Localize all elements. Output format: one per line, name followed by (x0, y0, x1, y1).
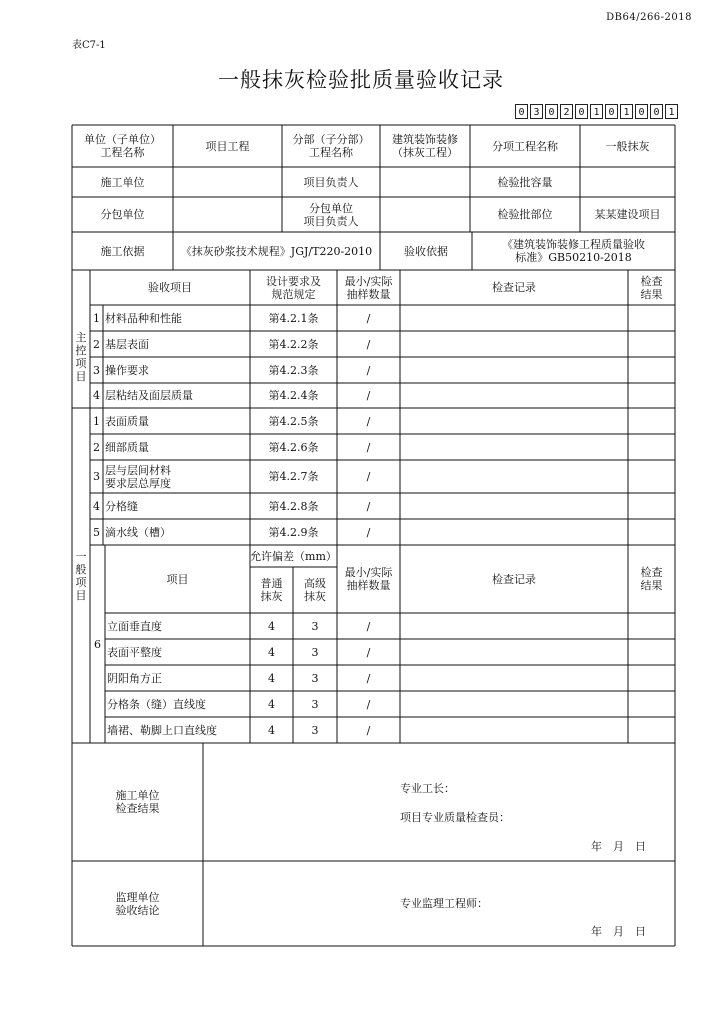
unit-name-label: 单位（子单位） 工程名称 (84, 133, 161, 159)
row-number: 6 (94, 637, 101, 651)
item-record[interactable] (400, 460, 628, 493)
code-digit: 0 (575, 104, 588, 119)
row-number: 4 (93, 499, 100, 513)
sub-project-manager-label: 分包单位 项目负责人 (303, 201, 359, 228)
item-name: 滴水线（槽） (105, 525, 171, 539)
tolerance-name: 墙裙、勒脚上口直线度 (107, 723, 217, 737)
tolerance-header: 允许偏差（mm） (250, 549, 337, 563)
code-digit: 2 (560, 104, 573, 119)
item-record[interactable] (400, 717, 628, 743)
project-manager-value[interactable] (380, 167, 470, 197)
item-sample: / (366, 499, 371, 513)
item-record[interactable] (400, 639, 628, 665)
high-value: 3 (311, 723, 319, 737)
row-number: 3 (93, 470, 100, 483)
item-result[interactable] (628, 613, 675, 639)
item-sample: / (366, 363, 371, 377)
tolerance-name: 立面垂直度 (107, 619, 162, 633)
code-digit: 0 (545, 104, 558, 119)
builder-date: 年 月 日 (591, 840, 646, 853)
item-name: 细部质量 (105, 440, 149, 454)
sub-project-manager-value[interactable] (380, 197, 470, 232)
normal-plaster-header: 普通 抹灰 (260, 577, 283, 603)
item-record[interactable] (400, 665, 628, 691)
builder-check-label: 施工单位 检查结果 (115, 789, 160, 815)
item-spec: 第4.2.5条 (268, 414, 319, 428)
item-spec: 第4.2.1条 (268, 311, 319, 325)
normal-value: 4 (268, 697, 275, 711)
normal-value: 4 (268, 671, 275, 685)
item-result[interactable] (628, 717, 675, 743)
high-value: 3 (311, 645, 319, 659)
item-spec: 第4.2.2条 (268, 337, 319, 351)
subitem-name-value: 一般抹灰 (605, 139, 650, 153)
item-spec: 第4.2.4条 (268, 389, 319, 402)
item-record[interactable] (400, 691, 628, 717)
item-sample: / (366, 671, 371, 685)
high-value: 3 (311, 671, 319, 685)
general-items-label: 一 般 项 目 (75, 549, 87, 602)
code-digit: 0 (515, 104, 528, 119)
project-manager-label: 项目负责人 (303, 175, 359, 189)
page-title: 一般抹灰检验批质量验收记录 (218, 68, 504, 92)
tolerance-item-header: 项目 (166, 572, 189, 586)
unit-name-value: 项目工程 (205, 139, 250, 153)
supervising-engineer-label: 专业监理工程师： (400, 897, 488, 910)
tolerance-name: 分格条（缝）直线度 (107, 697, 206, 711)
item-result[interactable] (628, 331, 675, 357)
item-record[interactable] (400, 613, 628, 639)
tolerance-sample-header: 最小/实际 抽样数量 (344, 566, 393, 592)
code-digit: 0 (650, 104, 663, 119)
check-result-header: 检查 结果 (640, 274, 663, 301)
code-digit: 1 (665, 104, 678, 119)
tolerance-record-header: 检查记录 (492, 572, 536, 586)
subcontractor-value[interactable] (173, 197, 282, 232)
foreman-signature-label: 专业工长： (400, 782, 455, 795)
subitem-name-label: 分项工程名称 (492, 139, 558, 153)
item-sample: / (366, 311, 371, 325)
item-result[interactable] (628, 665, 675, 691)
item-sample: / (366, 619, 371, 633)
builder-value[interactable] (173, 167, 282, 197)
item-result[interactable] (628, 383, 675, 408)
spec-header: 设计要求及 规范规定 (266, 274, 321, 301)
item-record[interactable] (400, 331, 628, 357)
item-record[interactable] (400, 519, 628, 545)
row-number: 3 (93, 363, 100, 377)
acceptance-basis-label: 验收依据 (404, 244, 448, 258)
qc-inspector-signature-label: 项目专业质量检查员： (400, 811, 510, 824)
tolerance-result-header: 检查 结果 (640, 566, 663, 592)
subcontractor-label: 分包单位 (100, 208, 145, 221)
item-record[interactable] (400, 383, 628, 408)
document-number: DB64/266-2018 (606, 12, 692, 23)
construction-basis-label: 施工依据 (100, 244, 145, 258)
item-result[interactable] (628, 691, 675, 717)
item-spec: 第4.2.9条 (268, 525, 319, 539)
normal-value: 4 (268, 723, 275, 737)
row-number: 4 (93, 389, 100, 402)
acceptance-item-header: 验收项目 (148, 281, 192, 294)
batch-location-label: 检验批部位 (497, 208, 553, 221)
item-record[interactable] (400, 357, 628, 383)
batch-location-value: 某某建设项目 (594, 208, 661, 221)
item-sample: / (366, 470, 371, 483)
item-name: 基层表面 (105, 337, 149, 351)
row-number: 5 (93, 525, 100, 539)
division-name-label: 分部（子分部） 工程名称 (292, 133, 370, 159)
batch-capacity-value[interactable] (580, 167, 675, 197)
item-spec: 第4.2.8条 (268, 499, 319, 513)
item-sample: / (366, 414, 371, 428)
item-result[interactable] (628, 434, 675, 460)
high-value: 3 (311, 697, 319, 711)
item-name: 层粘结及面层质量 (105, 389, 193, 402)
check-record-header: 检查记录 (492, 281, 536, 294)
item-name: 操作要求 (105, 363, 149, 377)
code-digit: 0 (635, 104, 648, 119)
item-result[interactable] (628, 519, 675, 545)
normal-value: 4 (268, 645, 275, 659)
acceptance-basis-value: 《建筑装饰装修工程质量验收 标准》GB50210-2018 (502, 238, 645, 264)
builder-label: 施工单位 (100, 175, 145, 189)
item-record[interactable] (400, 305, 628, 331)
row-number: 2 (93, 440, 100, 454)
item-spec: 第4.2.3条 (268, 363, 319, 377)
high-plaster-header: 高级 抹灰 (304, 577, 326, 603)
item-record[interactable] (400, 493, 628, 519)
table-number: 表C7-1 (72, 40, 106, 51)
item-name: 表面质量 (105, 414, 149, 428)
high-value: 3 (311, 619, 319, 633)
row-number: 2 (93, 337, 100, 351)
item-name: 分格缝 (105, 499, 138, 513)
item-sample: / (366, 525, 371, 539)
normal-value: 4 (268, 619, 275, 633)
item-result[interactable] (628, 357, 675, 383)
batch-capacity-label: 检验批容量 (497, 175, 553, 189)
sample-header: 最小/实际 抽样数量 (344, 274, 393, 301)
code-digit: 3 (530, 104, 543, 119)
item-result[interactable] (628, 493, 675, 519)
tolerance-name: 阴阳角方正 (107, 671, 162, 685)
construction-basis-value: 《抹灰砂浆技术规程》JGJ/T220-2010 (180, 244, 373, 258)
division-name-value: 建筑装饰装修 （抹灰工程） (392, 133, 458, 159)
item-spec: 第4.2.7条 (268, 470, 319, 483)
item-record[interactable] (400, 408, 628, 434)
main-control-label: 主 控 项 目 (75, 330, 87, 383)
item-sample: / (366, 723, 371, 737)
item-sample: / (366, 337, 371, 351)
row-number: 1 (93, 311, 100, 325)
item-result[interactable] (628, 639, 675, 665)
code-digit: 0 (605, 104, 618, 119)
item-spec: 第4.2.6条 (268, 440, 319, 454)
item-sample: / (366, 389, 371, 402)
code-digit: 1 (620, 104, 633, 119)
code-digit: 1 (590, 104, 603, 119)
item-result[interactable] (628, 408, 675, 434)
item-sample: / (366, 645, 371, 659)
item-sample: / (366, 697, 371, 711)
row-number: 1 (93, 414, 100, 428)
item-name: 材料品种和性能 (105, 311, 182, 325)
item-name: 层与层间材料 要求层总厚度 (105, 463, 171, 490)
item-record[interactable] (400, 434, 628, 460)
tolerance-name: 表面平整度 (107, 645, 162, 659)
supervisor-conclusion-label: 监理单位 验收结论 (115, 890, 160, 917)
item-result[interactable] (628, 460, 675, 493)
item-result[interactable] (628, 305, 675, 331)
item-sample: / (366, 440, 371, 454)
supervisor-date: 年 月 日 (591, 925, 646, 938)
